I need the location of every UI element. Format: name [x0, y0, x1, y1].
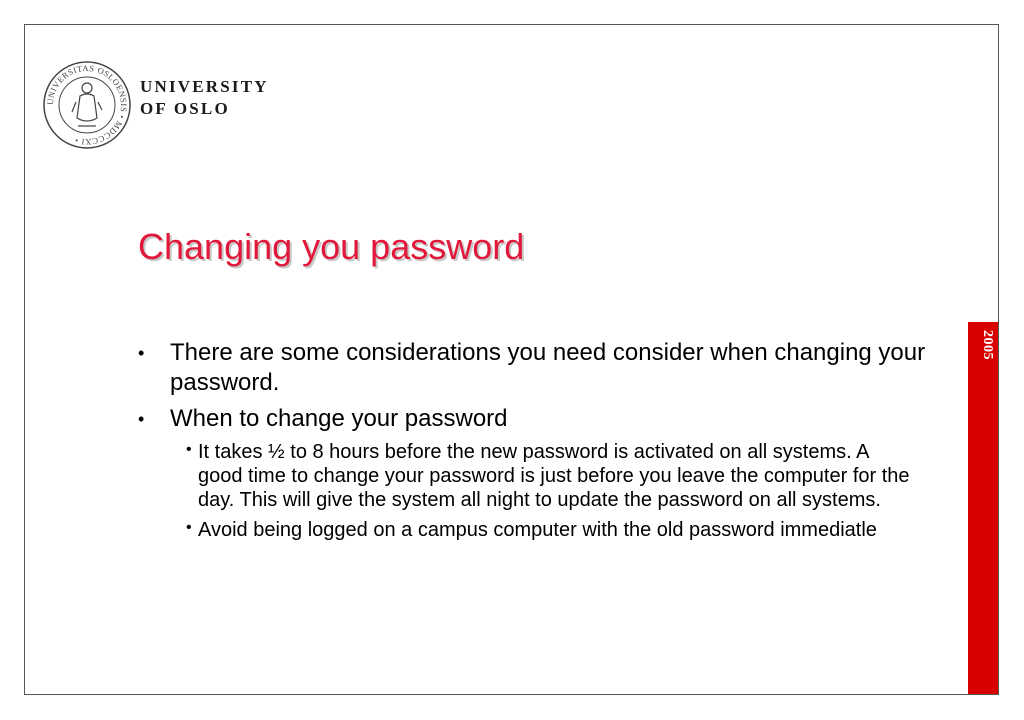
bullet-dot-icon: •	[138, 409, 145, 429]
sub-bullet-text: It takes ½ to 8 hours before the new password is activated on all systems. A good time to change your password is just before you leave the computer for the day. This will give the system all night to update the password on all systems.	[198, 441, 910, 511]
bullet-text: When to change your password	[170, 405, 508, 432]
bullet-text: There are some considerations you need consider when changing your password.	[170, 339, 926, 396]
sub-bullet-item	[186, 518, 938, 542]
university-seal-logo	[42, 60, 132, 150]
bullet-dot-icon: •	[138, 343, 145, 363]
slide-content	[138, 338, 938, 548]
bullet-item	[138, 404, 938, 434]
university-name-line1: UNIVERSITY	[140, 77, 269, 96]
red-side-strip	[968, 322, 998, 694]
university-name	[140, 76, 269, 120]
svg-text:UNIVERSITAS OSLOENSIS • MDCCCX	[45, 63, 129, 147]
bullet-dot-icon: •	[186, 441, 192, 458]
year-label: 2005	[980, 330, 995, 360]
sub-bullet-item	[186, 440, 938, 512]
university-name-line2: OF OSLO	[140, 99, 230, 118]
bullet-dot-icon: •	[186, 519, 192, 536]
slide-title: Changing you password	[138, 226, 525, 267]
sub-bullet-text: Avoid being logged on a campus computer with the old password immediatle	[198, 519, 877, 541]
bullet-item	[138, 338, 938, 398]
seal-ring-text: UNIVERSITAS OSLOENSIS • MDCCCXI •	[44, 62, 130, 148]
